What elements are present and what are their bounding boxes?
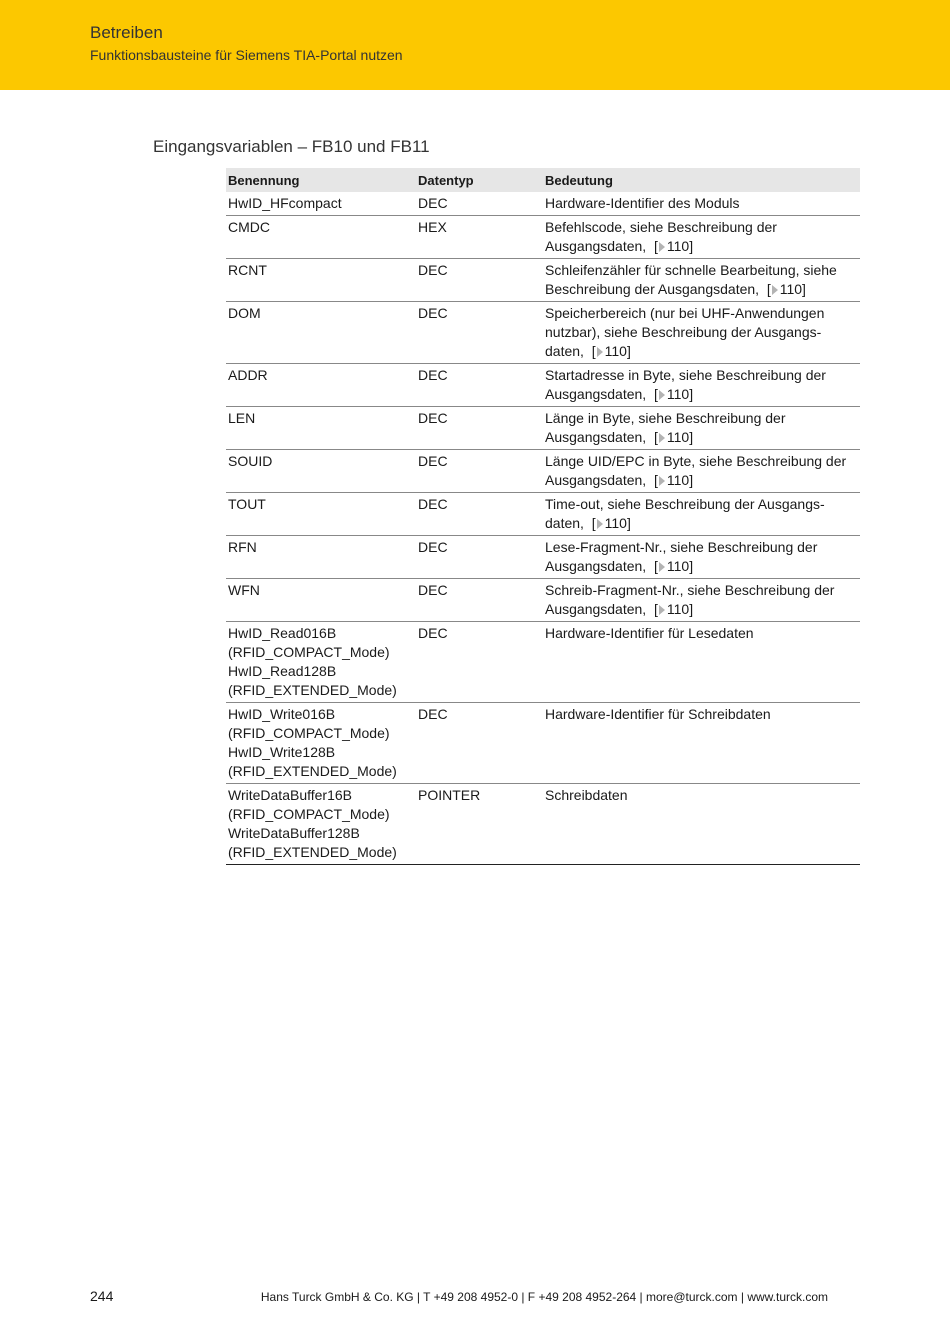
- cell-meaning: [543, 364, 860, 407]
- table-row: [226, 364, 860, 407]
- table-row: [226, 784, 860, 865]
- cell-meaning: [543, 622, 860, 703]
- reference-page-number: 110: [666, 238, 690, 254]
- section-heading: Eingangsvariablen – FB10 und FB11: [153, 137, 430, 156]
- header-title: Betreiben: [90, 23, 163, 42]
- cell-type: DEC: [416, 450, 543, 493]
- page-reference-link[interactable]: [ 110]: [646, 386, 694, 402]
- page-number: 244: [90, 1288, 114, 1304]
- reference-page-number: 110: [779, 281, 803, 297]
- column-header-meaning: Bedeutung: [543, 168, 860, 192]
- cell-name: WriteDataBuffer16B (RFID_COMPACT_Mode) WriteDataBuffer128B (RFID_EXTENDED_Mode): [226, 784, 416, 865]
- cell-meaning: [543, 192, 860, 216]
- cell-name: CMDC: [226, 216, 416, 259]
- triangle-right-icon: [772, 285, 778, 295]
- meaning-text: Schreib-Fragment-Nr., siehe Beschreibung der Ausgangsdaten,: [545, 582, 835, 617]
- table-header-row: [226, 168, 860, 192]
- meaning-text: Länge UID/EPC in Byte, siehe Beschreibung der Ausgangsdaten,: [545, 453, 847, 488]
- page-reference-link[interactable]: [ 110]: [583, 515, 631, 531]
- cell-type: HEX: [416, 216, 543, 259]
- meaning-text: Hardware-Identifier für Schreibdaten: [545, 706, 771, 722]
- table-row: [226, 302, 860, 364]
- triangle-right-icon: [659, 476, 665, 486]
- meaning-text: Schleifenzähler für schnelle Bearbeitung, siehe Beschreibung der Ausgangsdaten,: [545, 262, 837, 297]
- triangle-right-icon: [659, 562, 665, 572]
- triangle-right-icon: [659, 605, 665, 615]
- page-reference-link[interactable]: [ 110]: [646, 558, 694, 574]
- cell-type: DEC: [418, 195, 448, 211]
- meaning-text: Hardware-Identifier für Lesedaten: [545, 625, 754, 641]
- meaning-text: Hardware-Identifier des Moduls: [545, 195, 740, 211]
- table-row: [226, 579, 860, 622]
- cell-type: POINTER: [416, 784, 543, 865]
- reference-page-number: 110: [666, 386, 690, 402]
- table-row: [226, 450, 860, 493]
- cell-name: HwID_Read016B (RFID_COMPACT_Mode) HwID_Read128B (RFID_EXTENDED_Mode): [226, 622, 416, 703]
- cell-meaning: [543, 450, 860, 493]
- reference-page-number: 110: [604, 515, 627, 531]
- triangle-right-icon: [597, 519, 603, 529]
- cell-name: DOM: [226, 302, 416, 364]
- table-row: [226, 536, 860, 579]
- cell-name: TOUT: [226, 493, 416, 536]
- meaning-text: Startadresse in Byte, siehe Beschreibung der Ausgangsdaten,: [545, 367, 826, 402]
- page-reference-link[interactable]: [ 110]: [646, 238, 694, 254]
- cell-meaning: [543, 216, 860, 259]
- meaning-text: Lese-Fragment-Nr., siehe Beschreibung der Ausgangsdaten,: [545, 539, 818, 574]
- column-header-name: Benennung: [226, 168, 416, 192]
- table-row: [226, 192, 860, 216]
- meaning-text: Befehlscode, siehe Beschreibung der Ausgangsdaten,: [545, 219, 777, 254]
- cell-type: DEC: [416, 259, 543, 302]
- cell-meaning: [543, 407, 860, 450]
- triangle-right-icon: [597, 347, 603, 357]
- cell-meaning: [543, 536, 860, 579]
- page-reference-link[interactable]: [ 110]: [583, 343, 631, 359]
- cell-name: RFN: [226, 536, 416, 579]
- reference-page-number: 110: [666, 601, 690, 617]
- cell-type: DEC: [416, 536, 543, 579]
- cell-type: DEC: [416, 703, 543, 784]
- cell-meaning: [543, 703, 860, 784]
- cell-name: HwID_Write016B (RFID_COMPACT_Mode) HwID_Write128B (RFID_EXTENDED_Mode): [226, 703, 416, 784]
- column-header-type: Datentyp: [416, 168, 543, 192]
- table-row: [226, 493, 860, 536]
- table-body: [226, 192, 860, 865]
- cell-type: DEC: [416, 622, 543, 703]
- cell-meaning: [543, 259, 860, 302]
- meaning-text: Länge in Byte, siehe Beschreibung der Ausgangsdaten,: [545, 410, 786, 445]
- cell-type: DEC: [416, 302, 543, 364]
- cell-type: DEC: [416, 407, 543, 450]
- header-subtitle: Funktionsbausteine für Siemens TIA-Portal nutzen: [90, 47, 403, 63]
- reference-page-number: 110: [666, 472, 690, 488]
- table-row: [226, 259, 860, 302]
- page-reference-link[interactable]: [ 110]: [646, 601, 694, 617]
- cell-name: SOUID: [226, 450, 416, 493]
- table-row: [226, 703, 860, 784]
- triangle-right-icon: [659, 390, 665, 400]
- reference-page-number: 110: [666, 429, 690, 445]
- input-variables-table: [226, 168, 860, 865]
- reference-page-number: 110: [666, 558, 690, 574]
- triangle-right-icon: [659, 242, 665, 252]
- footer-contact: Hans Turck GmbH & Co. KG | T +49 208 4952-0 | F +49 208 4952-264 | more@turck.com | www.turck.com: [260, 1290, 828, 1304]
- page-reference-link[interactable]: [ 110]: [759, 281, 806, 297]
- page-reference-link[interactable]: [ 110]: [646, 429, 694, 445]
- cell-type: DEC: [416, 579, 543, 622]
- cell-name: WFN: [226, 579, 416, 622]
- cell-type: DEC: [416, 493, 543, 536]
- page-reference-link[interactable]: [ 110]: [646, 472, 694, 488]
- cell-name: LEN: [226, 407, 416, 450]
- cell-name: ADDR: [226, 364, 416, 407]
- table-row: [226, 216, 860, 259]
- cell-name: HwID_HFcompact: [228, 195, 342, 211]
- meaning-text: Time-out, siehe Beschreibung der Ausgangsdaten,: [545, 496, 825, 531]
- reference-page-number: 110: [604, 343, 627, 359]
- table-row: [226, 407, 860, 450]
- meaning-text: Schreibdaten: [545, 787, 628, 803]
- cell-meaning: [543, 784, 860, 865]
- meaning-text: Speicherbereich (nur bei UHF-Anwendungen nutzbar), siehe Beschreibung der Ausgangsdaten,: [545, 305, 825, 359]
- table-row: [226, 622, 860, 703]
- cell-meaning: [543, 579, 860, 622]
- cell-meaning: [543, 302, 860, 364]
- header-band: [0, 0, 950, 90]
- cell-meaning: [543, 493, 860, 536]
- cell-type: DEC: [416, 364, 543, 407]
- triangle-right-icon: [659, 433, 665, 443]
- cell-name: RCNT: [226, 259, 416, 302]
